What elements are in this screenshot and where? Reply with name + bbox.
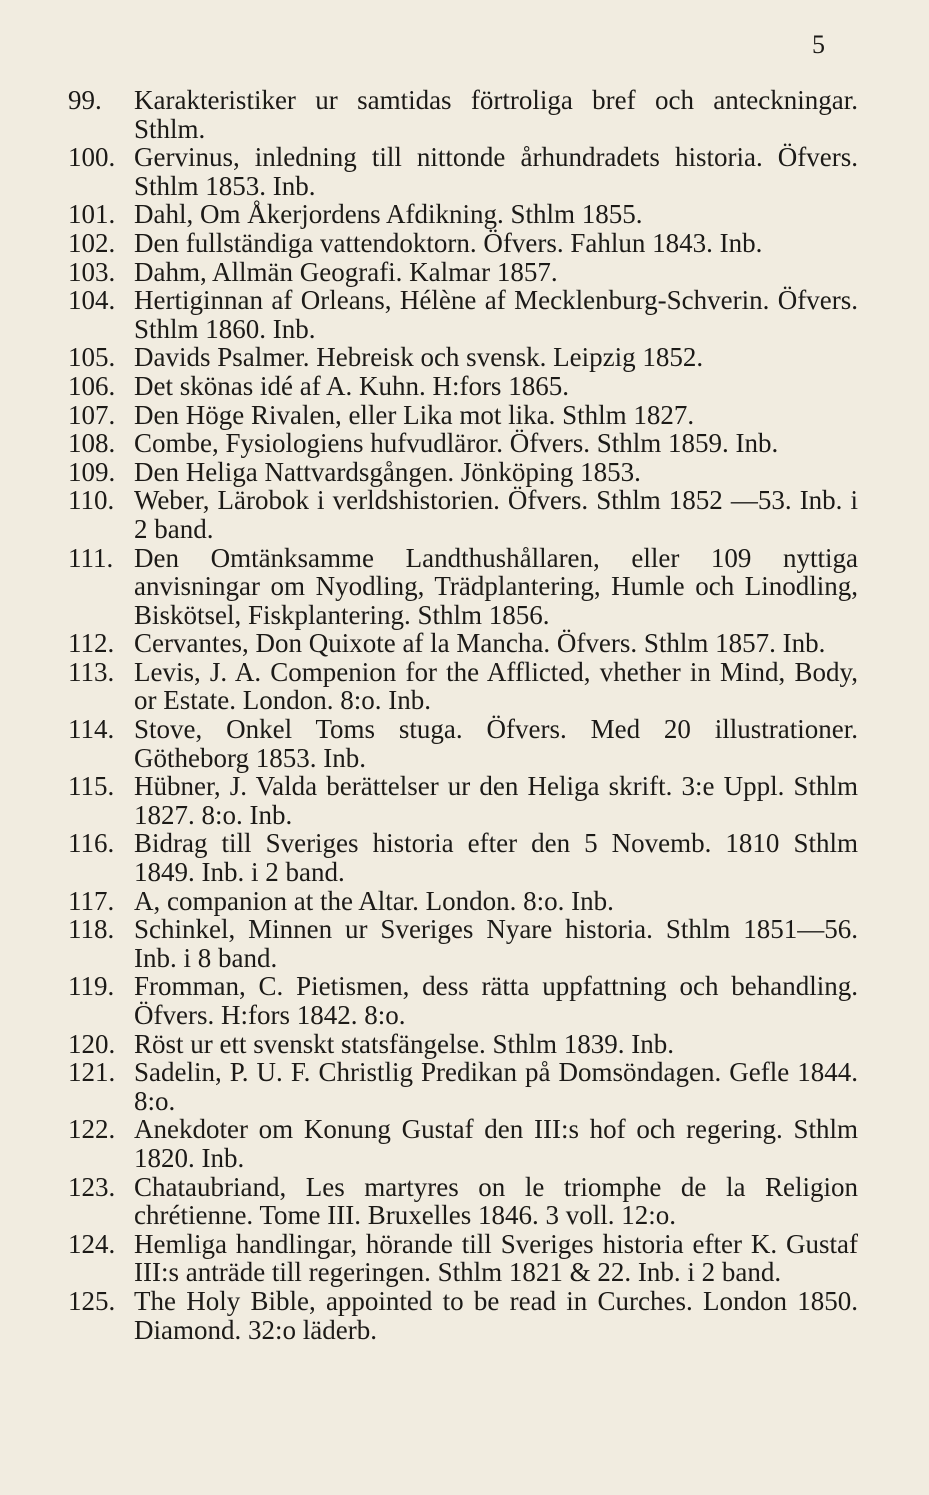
entry-text: Hübner, J. Valda berättelser ur den Heliga skrift. 3:e Uppl. Sthlm 1827. 8:o. Inb.: [134, 771, 858, 830]
catalog-entry: [68, 658, 858, 715]
catalog-entry: [68, 1030, 858, 1059]
entry-number: 122.: [68, 1114, 116, 1145]
entry-text: Cervantes, Don Quixote af la Mancha. Öfvers. Sthlm 1857. Inb.: [134, 628, 826, 659]
catalog-entry: [68, 258, 858, 287]
entry-text: Weber, Lärobok i verldshistorien. Öfvers. Sthlm 1852 —53. Inb. i 2 band.: [134, 485, 858, 544]
catalog-entry: [68, 486, 858, 543]
entry-text: Anekdoter om Konung Gustaf den III:s hof och regering. Sthlm 1820. Inb.: [134, 1114, 858, 1173]
entry-number: 113.: [68, 656, 115, 687]
catalog-entry: [68, 86, 858, 143]
entry-text: Fromman, C. Pietismen, dess rätta uppfattning och behandling. Öfvers. H:fors 1842. 8:o.: [134, 971, 858, 1030]
catalog-entry: [68, 887, 858, 916]
entry-number: 101.: [68, 199, 116, 230]
catalog-entry: [68, 629, 858, 658]
entry-number: 105.: [68, 342, 116, 373]
entry-number: 99.: [68, 85, 102, 115]
entry-text: Stove, Onkel Toms stuga. Öfvers. Med 20 illustrationer. Götheborg 1853. Inb.: [134, 714, 858, 773]
entry-text: Det skönas idé af A. Kuhn. H:fors 1865.: [134, 370, 569, 401]
entry-text: Bidrag till Sveriges historia efter den 5 Novemb. 1810 Sthlm 1849. Inb. i 2 band.: [134, 828, 858, 888]
catalog-entry: [68, 143, 858, 200]
entry-number: 116.: [68, 828, 115, 859]
catalog-entry: [68, 915, 858, 972]
entry-number: 103.: [68, 256, 116, 287]
catalog-entry: [68, 829, 858, 886]
entry-text: Gervinus, inledning till nittonde århundradets historia. Öfvers. Sthlm 1853. Inb.: [134, 142, 858, 201]
entry-text: Schinkel, Minnen ur Sveriges Nyare historia. Sthlm 1851—56. Inb. i 8 band.: [134, 914, 858, 973]
entry-text: The Holy Bible, appointed to be read in Curches. London 1850. Diamond. 32:o läderb.: [134, 1285, 858, 1345]
entry-number: 114.: [68, 714, 115, 745]
entry-number: 117.: [68, 885, 115, 916]
entry-text: Dahm, Allmän Geografi. Kalmar 1857.: [134, 256, 558, 287]
entry-text: Dahl, Om Åkerjordens Afdikning. Sthlm 1855.: [134, 199, 643, 230]
entry-text: Combe, Fysiologiens hufvudläror. Öfvers. Sthlm 1859. Inb.: [134, 428, 779, 459]
catalog-entry: [68, 1115, 858, 1172]
entry-text: Den Omtänksamme Landthushållaren, eller 109 nyttiga anvisningar om Nyodling, Trädplantering, Humle och Linodling, Biskötsel, Fiskplantering. Sthlm 1856.: [134, 542, 858, 630]
entry-text: Sadelin, P. U. F. Christlig Predikan på Domsöndagen. Gefle 1844. 8:o.: [134, 1057, 858, 1116]
catalog-entry: [68, 544, 858, 630]
entry-number: 120.: [68, 1028, 116, 1059]
catalog-entry: [68, 286, 858, 343]
catalog-entry: [68, 458, 858, 487]
entry-text: A, companion at the Altar. London. 8:o. Inb.: [134, 885, 614, 916]
entry-number: 119.: [68, 971, 115, 1002]
catalog-entry: [68, 972, 858, 1029]
entry-number: 124.: [68, 1228, 116, 1259]
catalog-entry: [68, 715, 858, 772]
entry-text: Den fullständiga vattendoktorn. Öfvers. Fahlun 1843. Inb.: [134, 227, 763, 258]
entry-number: 118.: [68, 914, 115, 945]
entry-text: Karakteristiker ur samtidas förtroliga bref och anteckningar. Sthlm.: [134, 85, 858, 144]
entry-number: 106.: [68, 370, 116, 401]
entry-number: 104.: [68, 285, 116, 316]
catalog-list: [68, 86, 858, 1344]
catalog-entry: [68, 372, 858, 401]
catalog-entry: [68, 1058, 858, 1115]
catalog-entry: [68, 229, 858, 258]
entry-text: Hertiginnan af Orleans, Hélène af Mecklenburg-Schverin. Öfvers. Sthlm 1860. Inb.: [134, 285, 858, 344]
catalog-entry: [68, 200, 858, 229]
entry-text: Davids Psalmer. Hebreisk och svensk. Leipzig 1852.: [134, 342, 704, 373]
entry-number: 111.: [68, 542, 114, 573]
entry-number: 121.: [68, 1057, 116, 1088]
entry-number: 100.: [68, 142, 116, 173]
entry-number: 123.: [68, 1171, 116, 1202]
entry-text: Den Höge Rivalen, eller Lika mot lika. Sthlm 1827.: [134, 399, 695, 430]
catalog-entry: [68, 343, 858, 372]
entry-text: Den Heliga Nattvardsgången. Jönköping 1853.: [134, 456, 641, 487]
entry-number: 107.: [68, 399, 116, 430]
entry-text: Hemliga handlingar, hörande till Sveriges historia efter K. Gustaf III:s anträde till regeringen. Sthlm 1821 & 22. Inb. i 2 band.: [134, 1228, 858, 1288]
entry-number: 110.: [68, 485, 115, 516]
entry-number: 109.: [68, 456, 116, 487]
catalog-entry: [68, 1230, 858, 1287]
entry-number: 108.: [68, 428, 116, 459]
entry-text: Chataubriand, Les martyres on le triomphe de la Religion chrétienne. Tome III. Bruxelles 1846. 3 voll. 12:o.: [134, 1171, 858, 1231]
catalog-entry: [68, 401, 858, 430]
entry-number: 125.: [68, 1285, 116, 1316]
entry-text: Levis, J. A. Compenion for the Afflicted, vhether in Mind, Body, or Estate. London. 8:o. Inb.: [134, 656, 858, 716]
entry-number: 115.: [68, 771, 115, 802]
catalog-entry: [68, 429, 858, 458]
entry-number: 102.: [68, 227, 116, 258]
catalog-entry: [68, 1173, 858, 1230]
entry-text: Röst ur ett svenskt statsfängelse. Sthlm 1839. Inb.: [134, 1028, 674, 1059]
catalog-entry: [68, 1287, 858, 1344]
catalog-entry: [68, 772, 858, 829]
entry-number: 112.: [68, 628, 115, 659]
page-number: 5: [812, 30, 825, 59]
